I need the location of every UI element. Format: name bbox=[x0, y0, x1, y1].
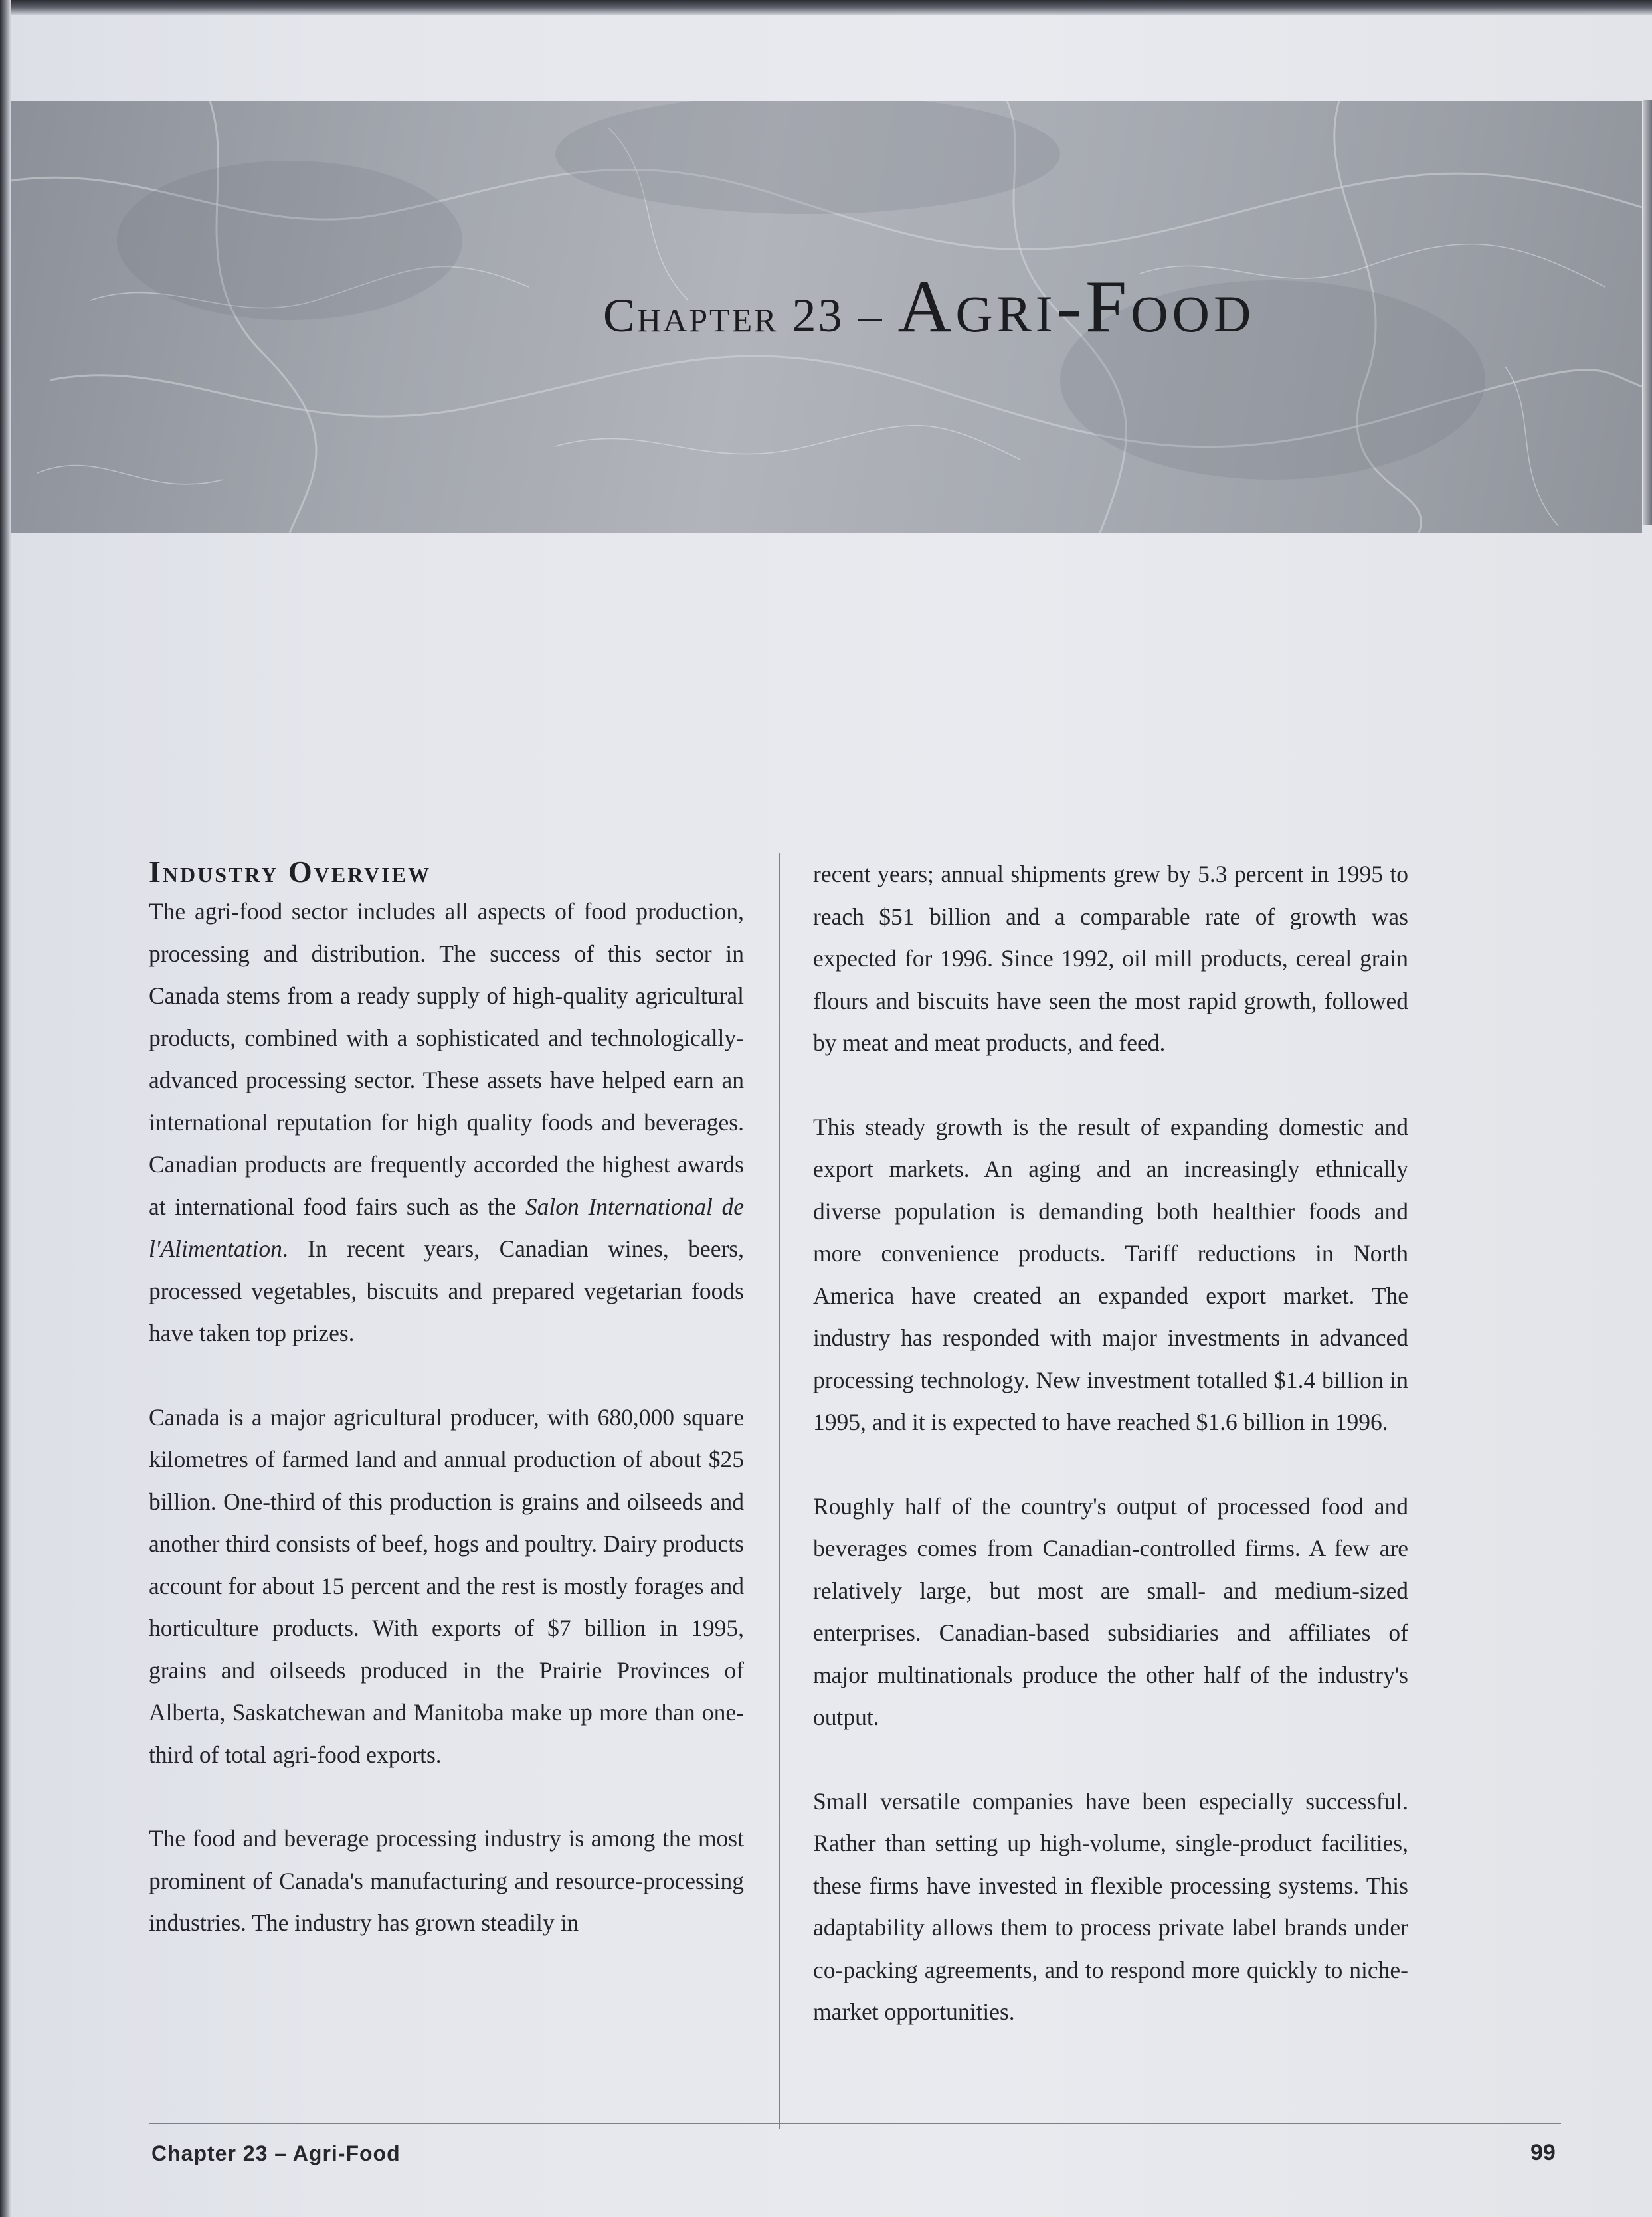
paragraph-processing-industry: The food and beverage processing industry is among the most prominent of Canada's manufacturing and resource-processing industries. The industry has grown steadily in bbox=[149, 1825, 744, 1936]
chapter-number: Chapter 23 bbox=[603, 289, 844, 342]
paragraph-agri-food-sector: The agri-food sector includes all aspects of food production, processing and distribution. The success of this sector in Canada stems from a ready supply of high-quality agricultural products, combined with a sophisticated and technologically-advanced processing sector. These assets have helped earn an international reputation for high quality foods and beverages. Canadian products are frequently accorded the highest awards at international food fairs such as the Salon International de l'Alimentation. In recent years, Canadian wines, beers, processed vegetables, biscuits and prepared vegetarian foods have taken top prizes. bbox=[149, 898, 744, 1346]
page-right-edge bbox=[1643, 100, 1652, 525]
page-top-edge bbox=[0, 0, 1652, 15]
paragraph-small-versatile-companies: Small versatile companies have been especially successful. Rather than setting up high-volume, single-product facilities, these firms have invested in flexible processing systems. This adaptability allows them to process private label brands under co-packing agreements, and to respond more quickly to niche-market opportunities. bbox=[813, 1787, 1408, 2025]
column-divider bbox=[779, 853, 780, 2129]
paragraph-canadian-controlled-firms: Roughly half of the country's output of processed food and beverages comes from Canadian-controlled firms. A few are relatively large, but most are small- and medium-sized enterprises. Canadian-based subsidiaries and affiliates of major multinationals produce the other half of the industry's output. bbox=[813, 1492, 1408, 1730]
section-heading: Industry Overview bbox=[149, 855, 432, 889]
left-column bbox=[149, 853, 744, 1987]
paragraph-shipments-growth: recent years; annual shipments grew by 5.3 percent in 1995 to reach $51 billion and a comparable rate of growth was expected for 1996. Since 1992, oil mill products, cereal grain flours and biscuits have seen the most rapid growth, followed by meat and meat products, and feed. bbox=[813, 861, 1408, 1056]
paragraph-steady-growth: This steady growth is the result of expanding domestic and export markets. An aging and an increasingly ethnically diverse population is demanding both healthier foods and more convenience products. Tariff reductions in North America have created an expanded export market. The industry has responded with major investments in advanced processing technology. New investment totalled $1.4 billion in 1995, and it is expected to have reached $1.6 billion in 1996. bbox=[813, 1113, 1408, 1435]
running-footer: Chapter 23 – Agri-Food bbox=[151, 2141, 401, 2165]
chapter-title-dash: – bbox=[844, 289, 898, 342]
page-number: 99 bbox=[1530, 2140, 1556, 2165]
chapter-title bbox=[603, 264, 1255, 350]
right-column bbox=[813, 853, 1408, 2076]
page-left-edge bbox=[0, 0, 11, 2217]
chapter-name: Agri-Food bbox=[897, 266, 1255, 348]
paragraph-agricultural-producer: Canada is a major agricultural producer, with 680,000 square kilometres of farmed land and annual production of about $25 billion. One-third of this production is grains and oilseeds and another third consists of beef, hogs and poultry. Dairy products account for about 15 percent and the rest is mostly forages and horticulture products. With exports of $7 billion in 1995, grains and oilseeds produced in the Prairie Provinces of Alberta, Saskatchewan and Manitoba make up more than one-third of total agri-food exports. bbox=[149, 1403, 744, 1768]
footer-rule bbox=[149, 2123, 1561, 2124]
fair-name: Salon International de l'Alimentation bbox=[149, 1193, 744, 1262]
